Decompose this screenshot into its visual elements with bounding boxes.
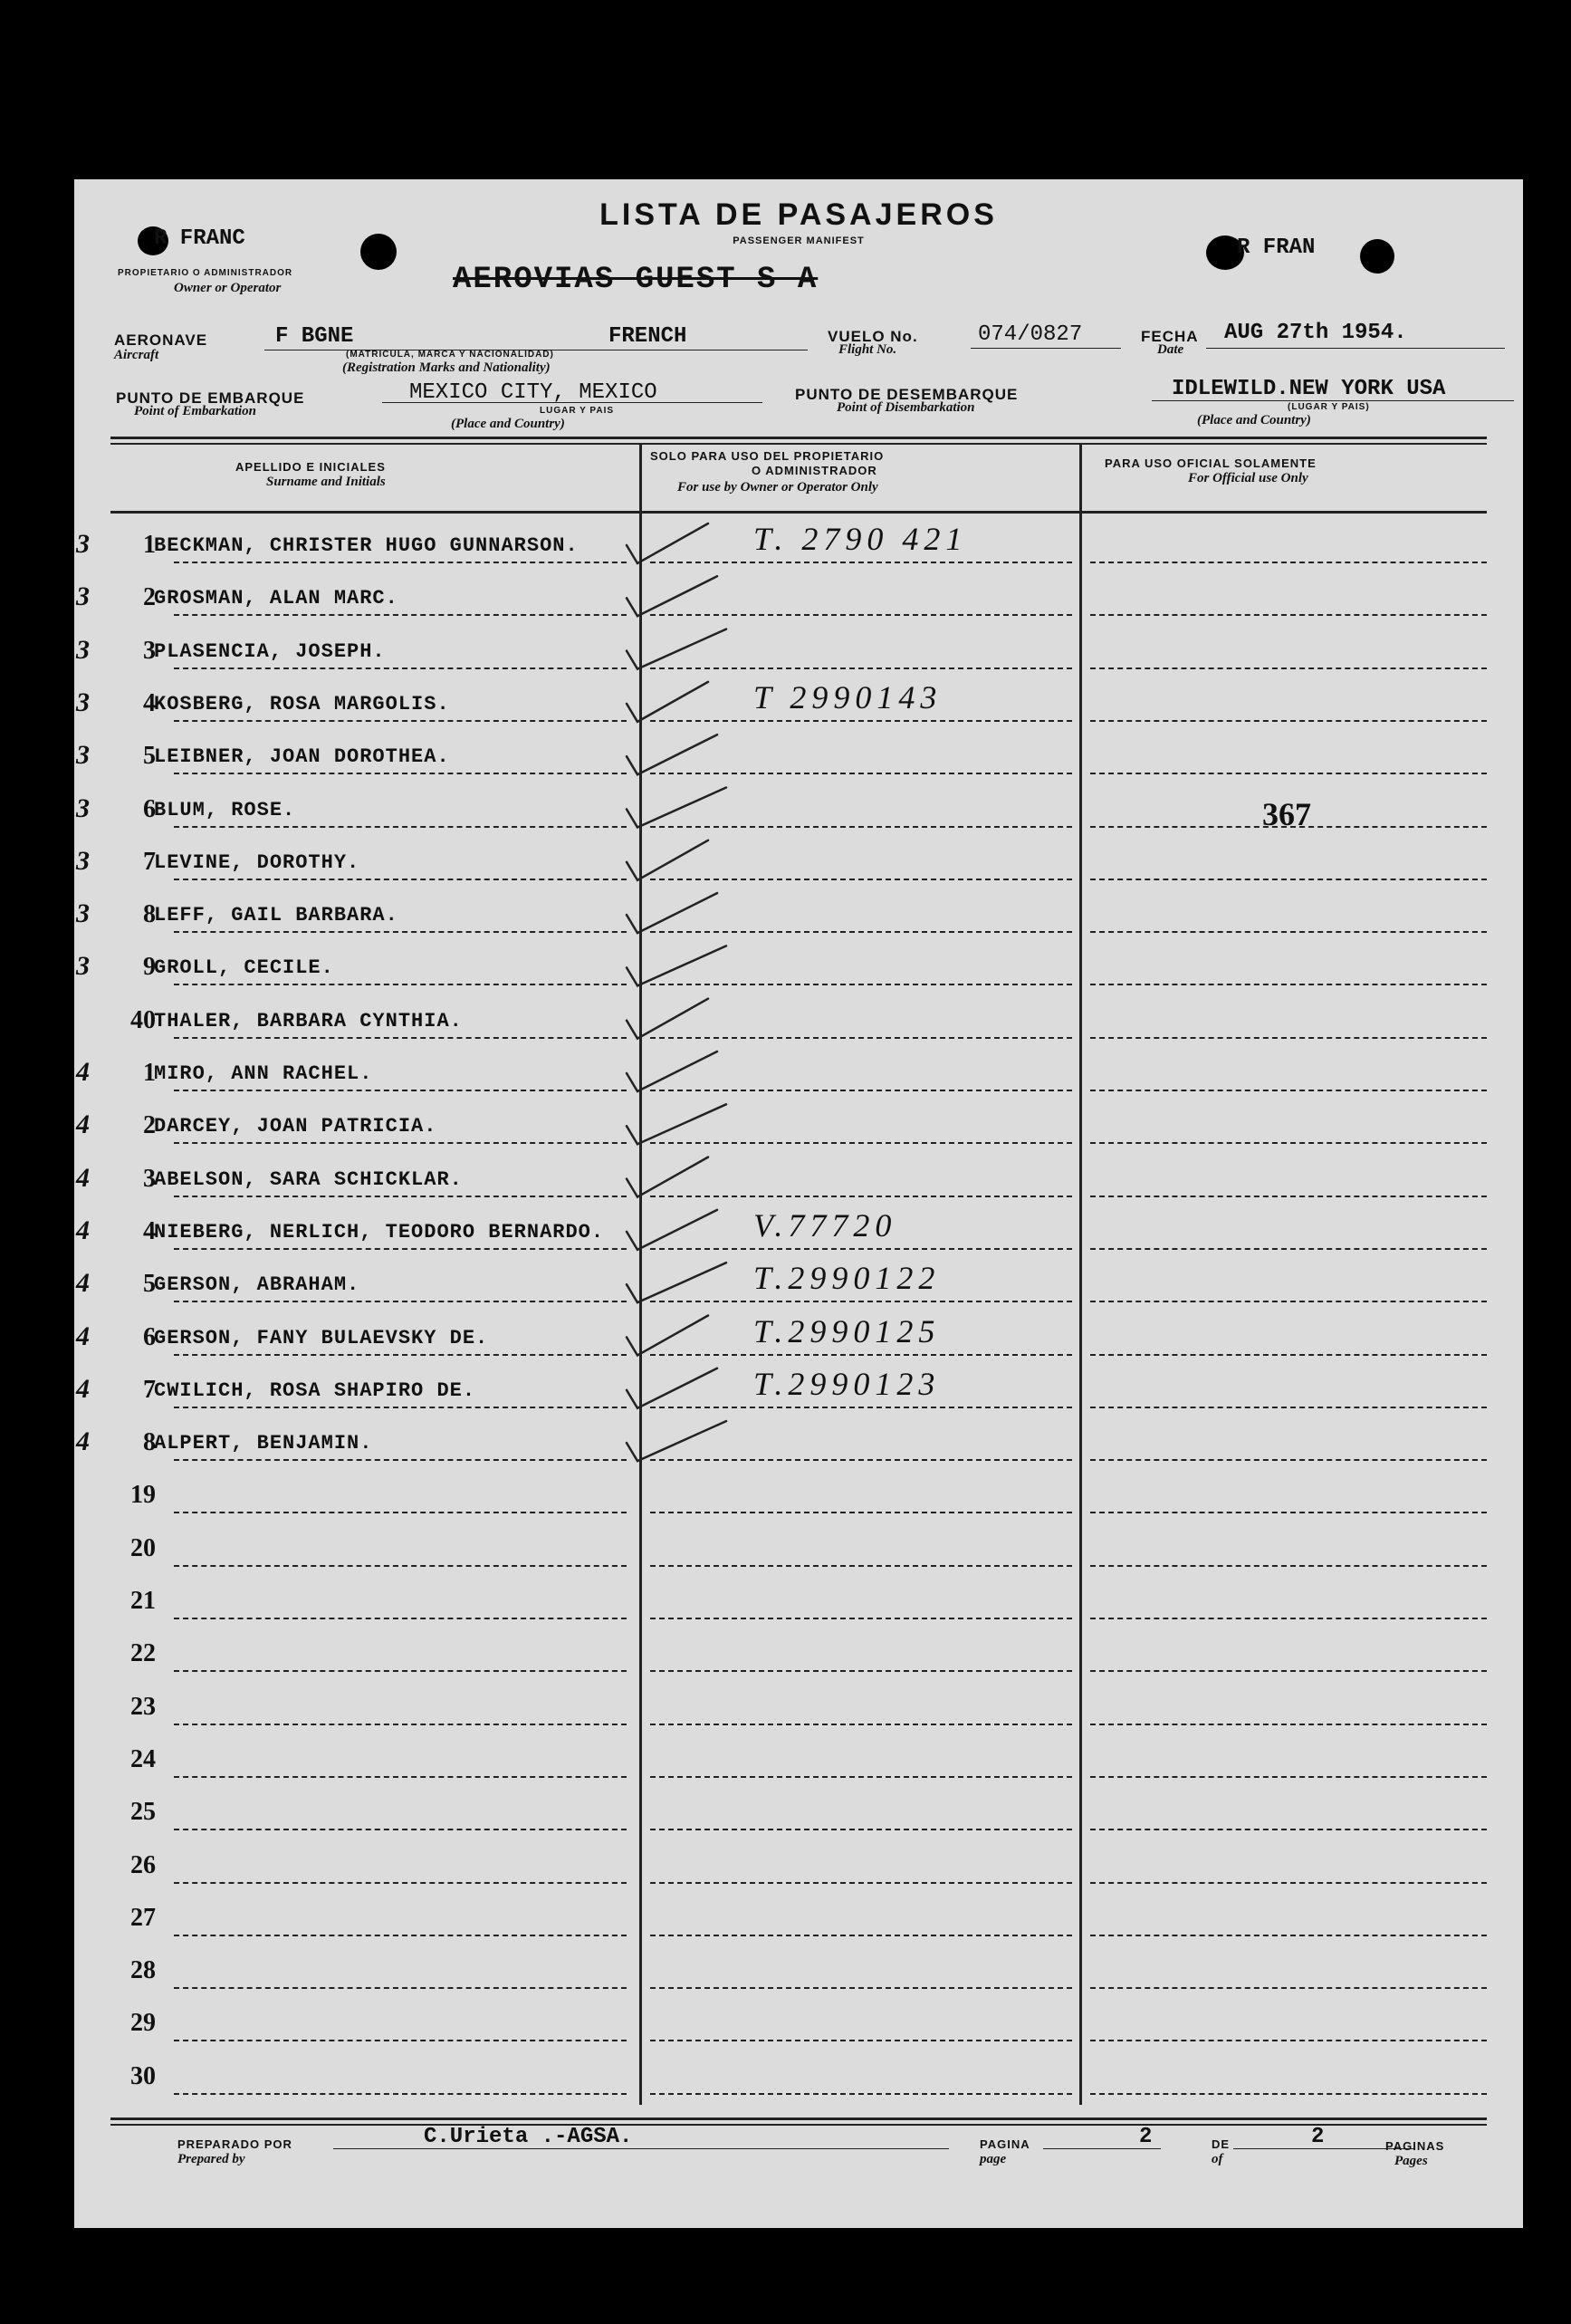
passenger-name: MIRO, ANN RACHEL. xyxy=(154,1062,373,1085)
check-mark xyxy=(627,629,726,669)
total-pages: 2 xyxy=(1311,2125,1325,2149)
passenger-name: CWILICH, ROSA SHAPIRO DE. xyxy=(154,1378,476,1402)
manifest-page xyxy=(74,179,1523,2228)
passenger-name: KOSBERG, ROSA MARGOLIS. xyxy=(154,692,450,715)
check-mark xyxy=(627,946,726,985)
pages-label: PAGINAS xyxy=(1385,2139,1445,2153)
check-mark xyxy=(627,1421,726,1461)
page-number: 2 xyxy=(1139,2125,1153,2149)
passenger-name: PLASENCIA, JOSEPH. xyxy=(154,639,386,663)
row-prefix: 3 xyxy=(76,898,90,929)
row-number: 29 xyxy=(130,2009,156,2038)
page-subtitle: PASSENGER MANIFEST xyxy=(733,235,865,246)
row-number: 7 xyxy=(143,847,156,876)
passenger-name: THALER, BARBARA CYNTHIA. xyxy=(154,1009,463,1032)
embark-caption-en: (Place and Country) xyxy=(451,417,565,431)
row-number: 2 xyxy=(143,1111,156,1140)
check-mark xyxy=(627,999,708,1039)
row-number: 5 xyxy=(143,1270,156,1299)
passenger-name: ALPERT, BENJAMIN. xyxy=(154,1432,373,1455)
row-number: 24 xyxy=(130,1744,156,1773)
flight-label-en: Flight No. xyxy=(838,342,897,357)
ticket-note: T.2990123 xyxy=(753,1365,941,1402)
embark-label: PUNTO DE EMBARQUE xyxy=(116,389,305,407)
ticket-note: T. 2790 421 xyxy=(753,521,968,557)
col-official: PARA USO OFICIAL SOLAMENTE xyxy=(1105,456,1317,470)
row-prefix: 3 xyxy=(76,529,90,559)
row-prefix: 3 xyxy=(76,687,90,717)
registration-caption-en: (Registration Marks and Nationality) xyxy=(342,360,551,375)
flight-date: AUG 27th 1954. xyxy=(1224,321,1407,345)
col-owner-use-2: O ADMINISTRADOR xyxy=(752,464,877,477)
date-label-en: Date xyxy=(1157,342,1184,357)
check-mark xyxy=(627,788,726,828)
row-prefix: 3 xyxy=(76,740,90,771)
embark-value: MEXICO CITY, MEXICO xyxy=(409,380,657,405)
owner-label-en: Owner or Operator xyxy=(174,281,282,295)
prepared-label-en: Prepared by xyxy=(177,2152,245,2166)
row-prefix: 4 xyxy=(76,1426,90,1457)
check-mark xyxy=(627,523,708,563)
row-number: 28 xyxy=(130,1956,156,1985)
ticket-note: T.2990122 xyxy=(753,1260,941,1297)
row-prefix: 3 xyxy=(76,634,90,665)
row-number: 27 xyxy=(130,1903,156,1932)
passenger-name: LEIBNER, JOAN DOROTHEA. xyxy=(154,745,450,769)
row-number: 25 xyxy=(130,1798,156,1827)
disembark-caption-en: (Place and Country) xyxy=(1197,413,1311,427)
aircraft-nationality: FRENCH xyxy=(608,324,687,349)
check-mark xyxy=(627,1104,726,1144)
row-number: 8 xyxy=(143,1428,156,1457)
row-number: 8 xyxy=(143,900,156,929)
pages-label-en: Pages xyxy=(1394,2154,1428,2168)
row-number: 26 xyxy=(130,1850,156,1879)
row-prefix: 4 xyxy=(76,1109,90,1140)
row-prefix: 4 xyxy=(76,1215,90,1245)
ticket-note: V.77720 xyxy=(753,1206,897,1244)
check-mark xyxy=(627,893,717,933)
row-number: 19 xyxy=(130,1481,156,1510)
row-number: 21 xyxy=(130,1587,156,1615)
check-mark xyxy=(627,1052,717,1091)
ticket-note: T.2990125 xyxy=(753,1312,941,1349)
owner-label: PROPIETARIO O ADMINISTRADOR xyxy=(118,268,293,278)
passenger-name: GROLL, CECILE. xyxy=(154,956,334,980)
embark-label-en: Point of Embarkation xyxy=(134,404,257,418)
passenger-name: DARCEY, JOAN PATRICIA. xyxy=(154,1115,437,1138)
embark-caption: LUGAR Y PAIS xyxy=(540,406,615,416)
check-mark xyxy=(627,1368,717,1408)
row-number: 5 xyxy=(143,742,156,771)
row-number: 40 xyxy=(130,1005,156,1034)
col-surname: APELLIDO E INICIALES xyxy=(235,460,386,474)
row-number: 7 xyxy=(143,1375,156,1404)
passenger-name: BECKMAN, CHRISTER HUGO GUNNARSON. xyxy=(154,534,579,557)
check-mark xyxy=(627,1316,708,1356)
row-number: 4 xyxy=(143,688,156,717)
of-label: DE xyxy=(1212,2137,1231,2151)
owner-right: R FRAN xyxy=(1237,235,1316,260)
page-title: LISTA DE PASAJEROS xyxy=(599,197,998,232)
passenger-name: LEFF, GAIL BARBARA. xyxy=(154,904,398,927)
col-surname-en: Surname and Initials xyxy=(266,475,386,489)
passenger-name: ABELSON, SARA SCHICKLAR. xyxy=(154,1167,463,1191)
prepared-value: C.Urieta .-AGSA. xyxy=(424,2125,633,2149)
row-prefix: 4 xyxy=(76,1373,90,1404)
owner-left: R FRANC xyxy=(154,226,245,251)
row-number: 1 xyxy=(143,1059,156,1087)
row-prefix: 3 xyxy=(76,845,90,876)
check-marks xyxy=(74,179,1523,2228)
date-label: FECHA xyxy=(1141,328,1199,345)
col-owner-use-en: For use by Owner or Operator Only xyxy=(677,480,878,495)
check-mark xyxy=(627,840,708,880)
passenger-name: NIEBERG, NERLICH, TEODORO BERNARDO. xyxy=(154,1220,605,1244)
disembark-caption: (LUGAR Y PAIS) xyxy=(1288,402,1370,412)
col-owner-use: SOLO PARA USO DEL PROPIETARIO xyxy=(650,449,885,463)
row-prefix: 3 xyxy=(76,792,90,823)
row-prefix: 4 xyxy=(76,1268,90,1299)
row-prefix: 3 xyxy=(76,581,90,612)
passenger-name: LEVINE, DOROTHY. xyxy=(154,850,360,874)
passenger-name: GERSON, FANY BULAEVSKY DE. xyxy=(154,1326,489,1349)
row-number: 4 xyxy=(143,1216,156,1245)
row-number: 30 xyxy=(130,2061,156,2090)
row-number: 2 xyxy=(143,583,156,612)
row-number: 6 xyxy=(143,794,156,823)
check-mark xyxy=(627,735,717,774)
passenger-name: GROSMAN, ALAN MARC. xyxy=(154,587,398,610)
check-mark xyxy=(627,1157,708,1197)
row-prefix: 4 xyxy=(76,1057,90,1087)
row-number: 3 xyxy=(143,636,156,665)
flight-label: VUELO No. xyxy=(828,328,918,345)
check-mark xyxy=(627,1210,717,1250)
prepared-label: PREPARADO POR xyxy=(177,2137,292,2151)
row-number: 1 xyxy=(143,531,156,559)
page-label: PAGINA xyxy=(980,2137,1030,2151)
flight-number: 074/0827 xyxy=(978,322,1083,347)
col-official-en: For Official use Only xyxy=(1188,471,1308,485)
registration-caption: (MATRICULA, MARCA Y NACIONALIDAD) xyxy=(346,350,554,360)
row-number: 9 xyxy=(143,953,156,982)
page-label-en: page xyxy=(980,2152,1007,2166)
disembark-label: PUNTO DE DESEMBARQUE xyxy=(795,386,1019,403)
check-mark xyxy=(627,576,717,616)
aircraft-label-en: Aircraft xyxy=(114,348,159,362)
row-number: 23 xyxy=(130,1692,156,1721)
row-prefix: 3 xyxy=(76,951,90,982)
disembark-label-en: Point of Disembarkation xyxy=(837,400,975,415)
row-number: 6 xyxy=(143,1322,156,1351)
passenger-name: BLUM, ROSE. xyxy=(154,798,296,821)
ticket-note: T 2990143 xyxy=(753,678,943,715)
struck-owner: AEROVIAS GUEST S A xyxy=(453,263,819,297)
of-label-en: of xyxy=(1212,2152,1223,2166)
check-mark xyxy=(627,682,708,722)
row-number: 20 xyxy=(130,1533,156,1562)
aircraft-label: AERONAVE xyxy=(114,331,208,349)
aircraft-registration: F BGNE xyxy=(275,324,354,349)
official-stamp-number: 367 xyxy=(1262,796,1311,832)
check-mark xyxy=(627,1263,726,1302)
disembark-value: IDLEWILD.NEW YORK USA xyxy=(1172,377,1446,401)
passenger-name: GERSON, ABRAHAM. xyxy=(154,1273,360,1297)
row-number: 3 xyxy=(143,1164,156,1193)
row-number: 22 xyxy=(130,1639,156,1668)
row-prefix: 4 xyxy=(76,1320,90,1351)
row-prefix: 4 xyxy=(76,1162,90,1193)
